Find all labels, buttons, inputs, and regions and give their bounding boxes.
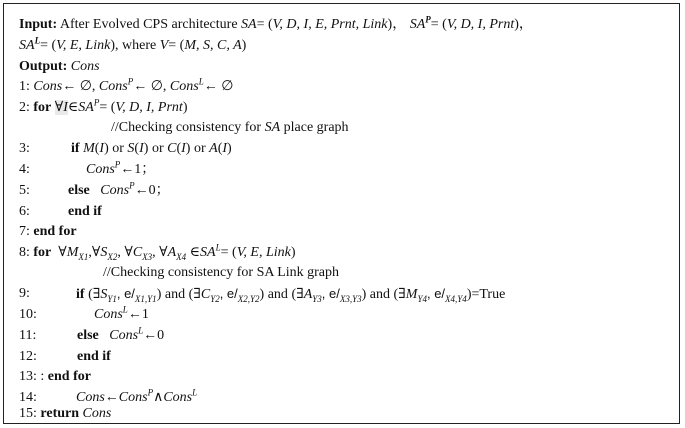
- line-14-body: Cons←Cons$^P$∧Cons$^L$: [76, 387, 198, 405]
- input-line-2: $SA^L= (V$, E, Link), where V= (M, S, C, A): [19, 35, 247, 53]
- line-9-body: if ($\exists S_{Y1}$, $e/_{X1,Y1}$) and ($\exists C_{Y2}$, $e/_{X2,Y2}$) and ($\exists A_{Y3}$, $e/_{X3,Y3}$) and ($\exists M_{Y4}$, $e/_{X4,Y4})=True$: [76, 286, 506, 304]
- line-5-body: else Cons$^P$←0；: [68, 180, 170, 198]
- line-2: 2: for $\forall I\in SA^P= (V$, D, I, Prnt): [19, 97, 188, 115]
- line-6-body: end if: [68, 204, 102, 219]
- line-5: 5:: [19, 183, 30, 198]
- line-10-body: Cons$^L$←1: [94, 304, 149, 322]
- line-10: 10:: [19, 307, 37, 322]
- line-12: 12:: [19, 349, 37, 364]
- line-8: 8: for $\forall M_{X1},\forall S_{X2}$, $\forall C_{X3}$, $\forall A_{X4}$ $\in SA^L= (V$, E, Link): [19, 242, 296, 262]
- comment-link-graph: //Checking consistency for SA Link graph: [103, 265, 340, 280]
- line-3-body: if M(I) or S(I) or C(I) or A(I): [71, 141, 232, 156]
- line-13: 13: : end for: [19, 369, 91, 384]
- line-15: 15: return Cons: [19, 406, 112, 421]
- line-4-body: Cons$^P$←1；: [86, 159, 156, 177]
- input-label: Input:: [19, 17, 58, 32]
- highlight-mark: ∀I: [54, 100, 68, 115]
- line-12-body: end if: [77, 349, 111, 364]
- line-9: 9:: [19, 286, 30, 301]
- algorithm-box: [3, 3, 680, 424]
- line-6: 6:: [19, 204, 30, 219]
- line-11: 11:: [19, 328, 37, 343]
- comment-place-graph: //Checking consistency for SA place graph: [111, 120, 349, 135]
- output-line: Output: Cons: [19, 59, 100, 74]
- line-7: 7: end for: [19, 224, 77, 239]
- line-4: 4:: [19, 162, 30, 177]
- line-1: 1: Cons← ∅, Cons$^P$← ∅, Cons$^L$← ∅: [19, 76, 234, 94]
- line-11-body: else Cons$^L$←0: [77, 325, 165, 343]
- line-3: 3:: [19, 141, 30, 156]
- line-14: 14:: [19, 390, 37, 405]
- input-line-1: Input: After Evolved CPS architecture SA= (V, D, I, E, Prnt, Link)， $SA^P= (V$, D, I, Prnt)，: [19, 14, 533, 32]
